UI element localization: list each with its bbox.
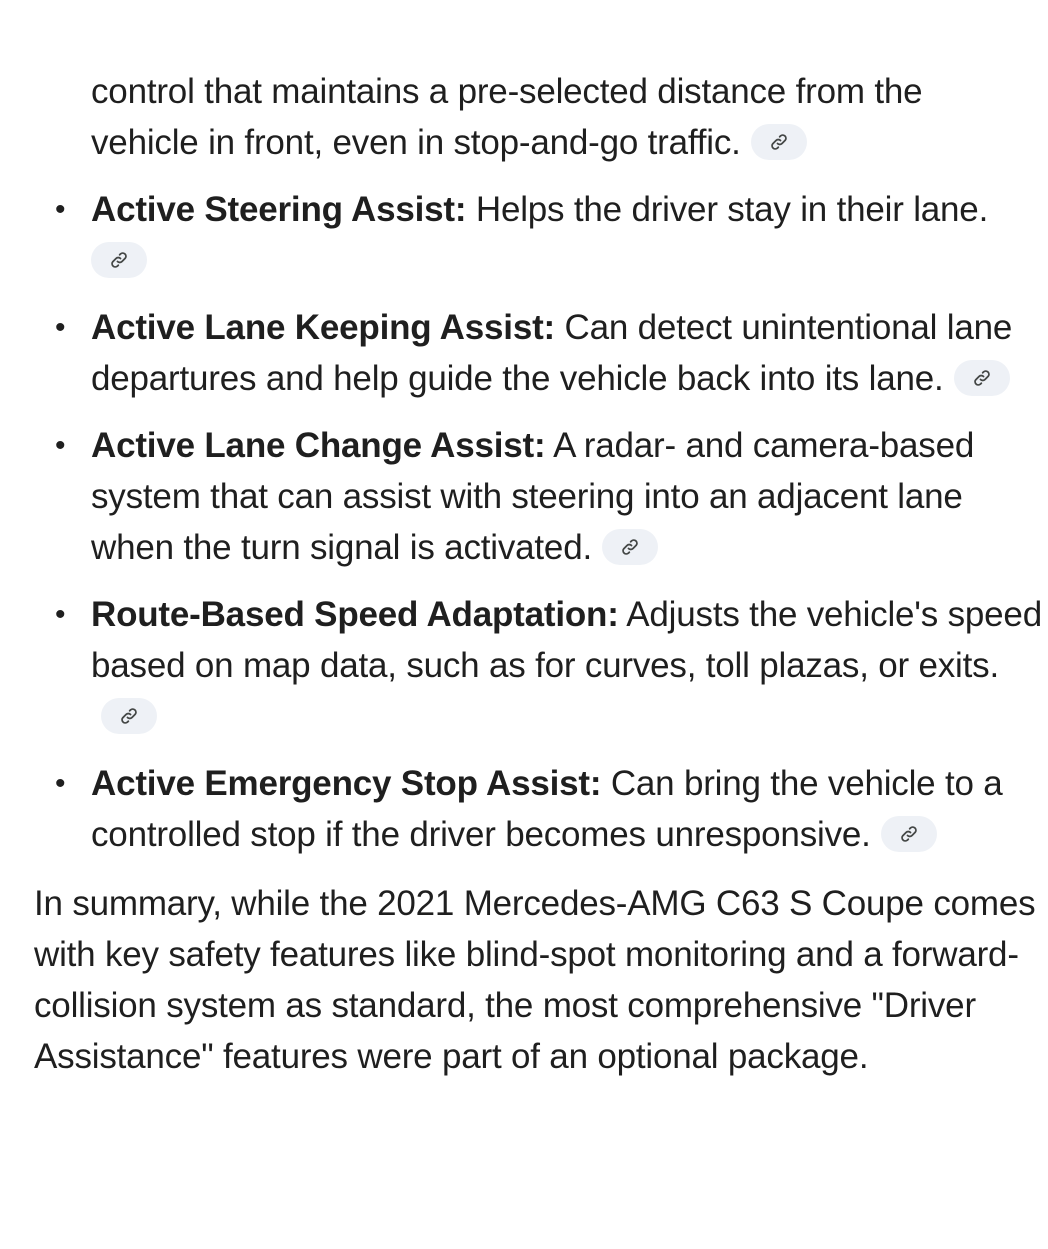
- bullet-point: •: [55, 767, 66, 800]
- feature-description: Helps the driver stay in their lane.: [475, 190, 989, 229]
- source-link-chip[interactable]: [602, 529, 658, 565]
- link-icon: [117, 704, 141, 728]
- link-icon: [767, 130, 791, 154]
- list-item: [0, 302, 1048, 404]
- bullet-point: •: [55, 311, 66, 344]
- feature-title: Active Steering Assist:: [91, 190, 467, 229]
- source-link-chip[interactable]: [101, 698, 157, 734]
- bullet-point: •: [55, 429, 66, 462]
- source-link-chip[interactable]: [91, 242, 147, 278]
- source-link-chip[interactable]: [881, 816, 937, 852]
- list-item: [0, 758, 1048, 860]
- feature-description: Can detect unintentional lane departures and help guide the vehicle back into its lane.: [91, 308, 1013, 398]
- bullet-point: •: [55, 193, 66, 226]
- feature-description: A radar- and camera-based system that can assist with steering into an adjacent lane when the turn signal is activated.: [91, 426, 975, 567]
- intro-text: control that maintains a pre-selected distance from the vehicle in front, even in stop-and-go traffic.: [91, 72, 923, 162]
- source-link-chip[interactable]: [954, 360, 1010, 396]
- bullet-point: •: [55, 598, 66, 631]
- link-icon: [970, 366, 994, 390]
- source-link-chip[interactable]: [751, 124, 807, 160]
- feature-title: Active Lane Change Assist:: [91, 426, 546, 465]
- summary-text: In summary, while the 2021 Mercedes-AMG C63 S Coupe comes with key safety features like blind-spot monitoring and a forward-collision system as standard, the most comprehensive "Driver Assistance" features were part of an optional package.: [34, 884, 1036, 1076]
- feature-title: Active Emergency Stop Assist:: [91, 764, 602, 803]
- link-icon: [618, 535, 642, 559]
- list-item: [0, 184, 1048, 286]
- list-item: [0, 589, 1048, 742]
- feature-title: Active Lane Keeping Assist:: [91, 308, 555, 347]
- feature-title: Route-Based Speed Adaptation:: [91, 595, 619, 634]
- response-content: [0, 66, 1048, 1082]
- link-icon: [107, 248, 131, 272]
- summary-paragraph: [0, 878, 1048, 1082]
- intro-paragraph: [0, 66, 1048, 168]
- list-item: [0, 420, 1048, 573]
- feature-description: Can bring the vehicle to a controlled stop if the driver becomes unresponsive.: [91, 764, 1003, 854]
- link-icon: [897, 822, 921, 846]
- feature-description: Adjusts the vehicle's speed based on map data, such as for curves, toll plazas, or exits.: [91, 595, 1042, 685]
- feature-list: [0, 184, 1048, 860]
